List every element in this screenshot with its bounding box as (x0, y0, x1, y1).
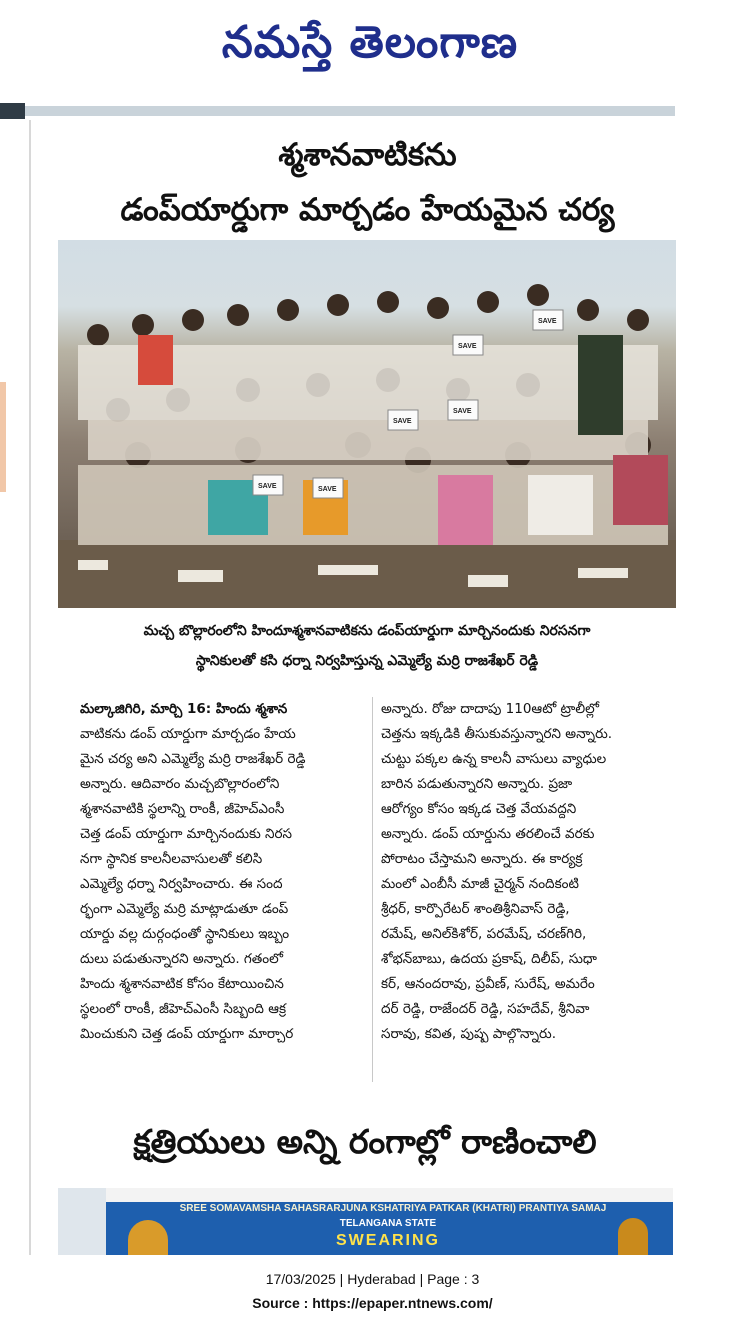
banner-state: TELANGANA STATE (339, 1218, 437, 1229)
debris-mark (78, 560, 108, 570)
article-column-left (80, 697, 365, 1047)
debris-mark (578, 568, 628, 578)
placard-text: SAVE (458, 343, 477, 350)
person-head (277, 299, 299, 321)
article-line: ర్భంగా ఎమ్మెల్యే మర్రి మాట్లాడుతూ డంప్ (80, 901, 289, 917)
person-head (377, 291, 399, 313)
debris-mark (468, 575, 508, 587)
pink-saree (438, 475, 493, 545)
footer-source-link[interactable]: Source : https://epaper.ntnews.com/ (252, 1295, 493, 1311)
column-separator (372, 697, 373, 1082)
white-shirt (528, 475, 593, 535)
debris-mark (318, 565, 378, 575)
newspaper-logo: నమస్తే తెలంగాణ (221, 17, 519, 68)
dark-attire (578, 335, 623, 435)
article-line: రమేష్, అనిల్‌కిశోర్, పరమేష్, చరణ్‌గిరి, (381, 926, 587, 942)
banner-title: SREE SOMAVAMSHA SAHASRARJUNA KSHATRIYA PATKAR (KHATRI) PRANTIYA SAMAJ (179, 1203, 607, 1214)
article-line: యార్డు వల్ల దుర్గంధంతో స్థానికులు ఇబ్బం (80, 926, 290, 942)
red-shirt (138, 335, 173, 385)
photo-caption-line-2: స్థానికులతో కసి ధర్నా నిర్వహిస్తున్న ఎమ్మెల్యే మర్రి రాజశేఖర్ రెడ్డి (195, 653, 539, 669)
adjacent-image-fragment (0, 382, 6, 492)
article-line: అన్నారు. రోజు దాదాపు 110ఆటో ట్రాలీల్లో (381, 701, 600, 717)
article-line: చుట్టు పక్కల ఉన్న కాలనీ వాసులు వ్యాధుల (381, 751, 607, 767)
article-line: ఎమ్మెల్యే ధర్నా నిర్వహించారు. ఈ సంద (80, 876, 283, 892)
footer-date-page: 17/03/2025 | Hyderabad | Page : 3 (265, 1271, 480, 1287)
article-line: మల్కాజిగిరి, మార్చి 16: హిందు శ్మశాన (80, 701, 288, 717)
headline-line-1: శ్మశానవాటికను (278, 137, 457, 173)
article-line: బారిన పడుతున్నారని అన్నారు. ప్రజా (381, 776, 573, 792)
deity-image (128, 1220, 168, 1255)
article-line: మంలో ఎంబీసీ మాజీ చైర్మన్ నందికంటి (381, 876, 579, 892)
article-line: శ్రీధర్, కార్పొరేటర్ శాంతిశ్రీనివాస్ రెడ్డి, (381, 901, 570, 917)
photo-caption-line-1: మచ్చ బొల్లారంలోని హిందూశ్మశానవాటికను డంప్‌యార్డుగా మార్చినందుకు నిరసనగా (143, 623, 591, 639)
maroon-shirt (613, 455, 668, 525)
crowd-bodies (78, 335, 668, 545)
article-line: పోరాటం చేస్తామని అన్నారు. ఈ కార్యక్ర (381, 851, 583, 867)
person-head (132, 314, 154, 336)
article-column-right (381, 697, 666, 1047)
person-head (427, 297, 449, 319)
placard-text: SAVE (393, 418, 412, 425)
header-rule-dark (0, 103, 25, 119)
person-head (527, 284, 549, 306)
person-head (577, 299, 599, 321)
person-head (182, 309, 204, 331)
debris-mark (178, 570, 223, 582)
photo-scene (58, 240, 676, 608)
protest-photo (58, 240, 676, 608)
person-head (477, 291, 499, 313)
article-line: హిందు శ్మశానవాటిక కోసం కేటాయించిన (80, 976, 284, 992)
middle-row-shirts (88, 420, 648, 460)
article-line: అన్నారు. ఆదివారం మచ్చబొల్లారంలోని (80, 776, 280, 792)
event-photo (58, 1188, 673, 1255)
emblem-image (618, 1218, 648, 1255)
article-line: చెత్తను ఇక్కడికి తీసుకువస్తున్నారని అన్నారు. (381, 726, 613, 742)
article-line: అన్నారు. డంప్ యార్డును తరలించే వరకు (381, 826, 595, 842)
placard-text: SAVE (453, 408, 472, 415)
article-line: చెత్త డంప్ యార్డుగా మార్చినందుకు నిరస (80, 826, 292, 842)
article-line: దర్ రెడ్డి, రాజేందర్ రెడ్డి, సహదేవ్, శ్రీనివా (381, 1001, 590, 1017)
article-line: సరావు, కవిత, పుష్ప పాల్గొన్నారు. (381, 1026, 556, 1042)
placard-text: SAVE (318, 486, 337, 493)
second-headline: క్షత్రియులు అన్ని రంగాల్లో రాణించాలి (133, 1122, 597, 1161)
adjacent-column-fragment (0, 120, 30, 1255)
article-line: వాటికను డంప్ యార్డుగా మార్చడం హేయ (80, 726, 296, 742)
article-line: మైన చర్య అని ఎమ్మెల్యే మర్రి రాజశేఖర్ రెడ్డి (80, 751, 306, 767)
person-head (227, 304, 249, 326)
article-line: నగా స్థానిక కాలనీలవాసులతో కలిసి (80, 851, 263, 867)
banner-top-edge (106, 1188, 673, 1202)
article-line: దులు పడుతున్నారని అన్నారు. గతంలో (80, 951, 284, 967)
person-head (327, 294, 349, 316)
article-line: శ్మశానవాటికి స్థలాన్ని రాంకీ, జీహెచ్‌ఎంసీ (80, 801, 285, 817)
article-line: కర్, ఆనందరావు, ప్రవీణ్, సురేష్, అమరేం (381, 976, 595, 992)
headline-line-2: డంప్‌యార్డుగా మార్చడం హేయమైన చర్య (120, 192, 615, 228)
header-rule (25, 106, 675, 116)
placard-text: SAVE (258, 483, 277, 490)
banner-big-text: SWEARING (336, 1232, 440, 1249)
article-line: శోభన్‌బాబు, ఉదయ ప్రకాష్, దిలీప్, సుధా (381, 951, 597, 967)
person-head (627, 309, 649, 331)
masthead (0, 0, 745, 100)
article-line: ఆరోగ్యం కోసం ఇక్కడ చెత్త వేయవద్దని (381, 801, 577, 817)
article-line: స్థలంలో రాంకీ, జీహెచ్‌ఎంసీ సిబ్బంది ఆక్ర (80, 1001, 287, 1017)
person-head (87, 324, 109, 346)
placard-text: SAVE (538, 318, 557, 325)
article-line: మించుకుని చెత్త డంప్ యార్డుగా మార్చార (80, 1026, 294, 1042)
column-divider (29, 120, 31, 1255)
